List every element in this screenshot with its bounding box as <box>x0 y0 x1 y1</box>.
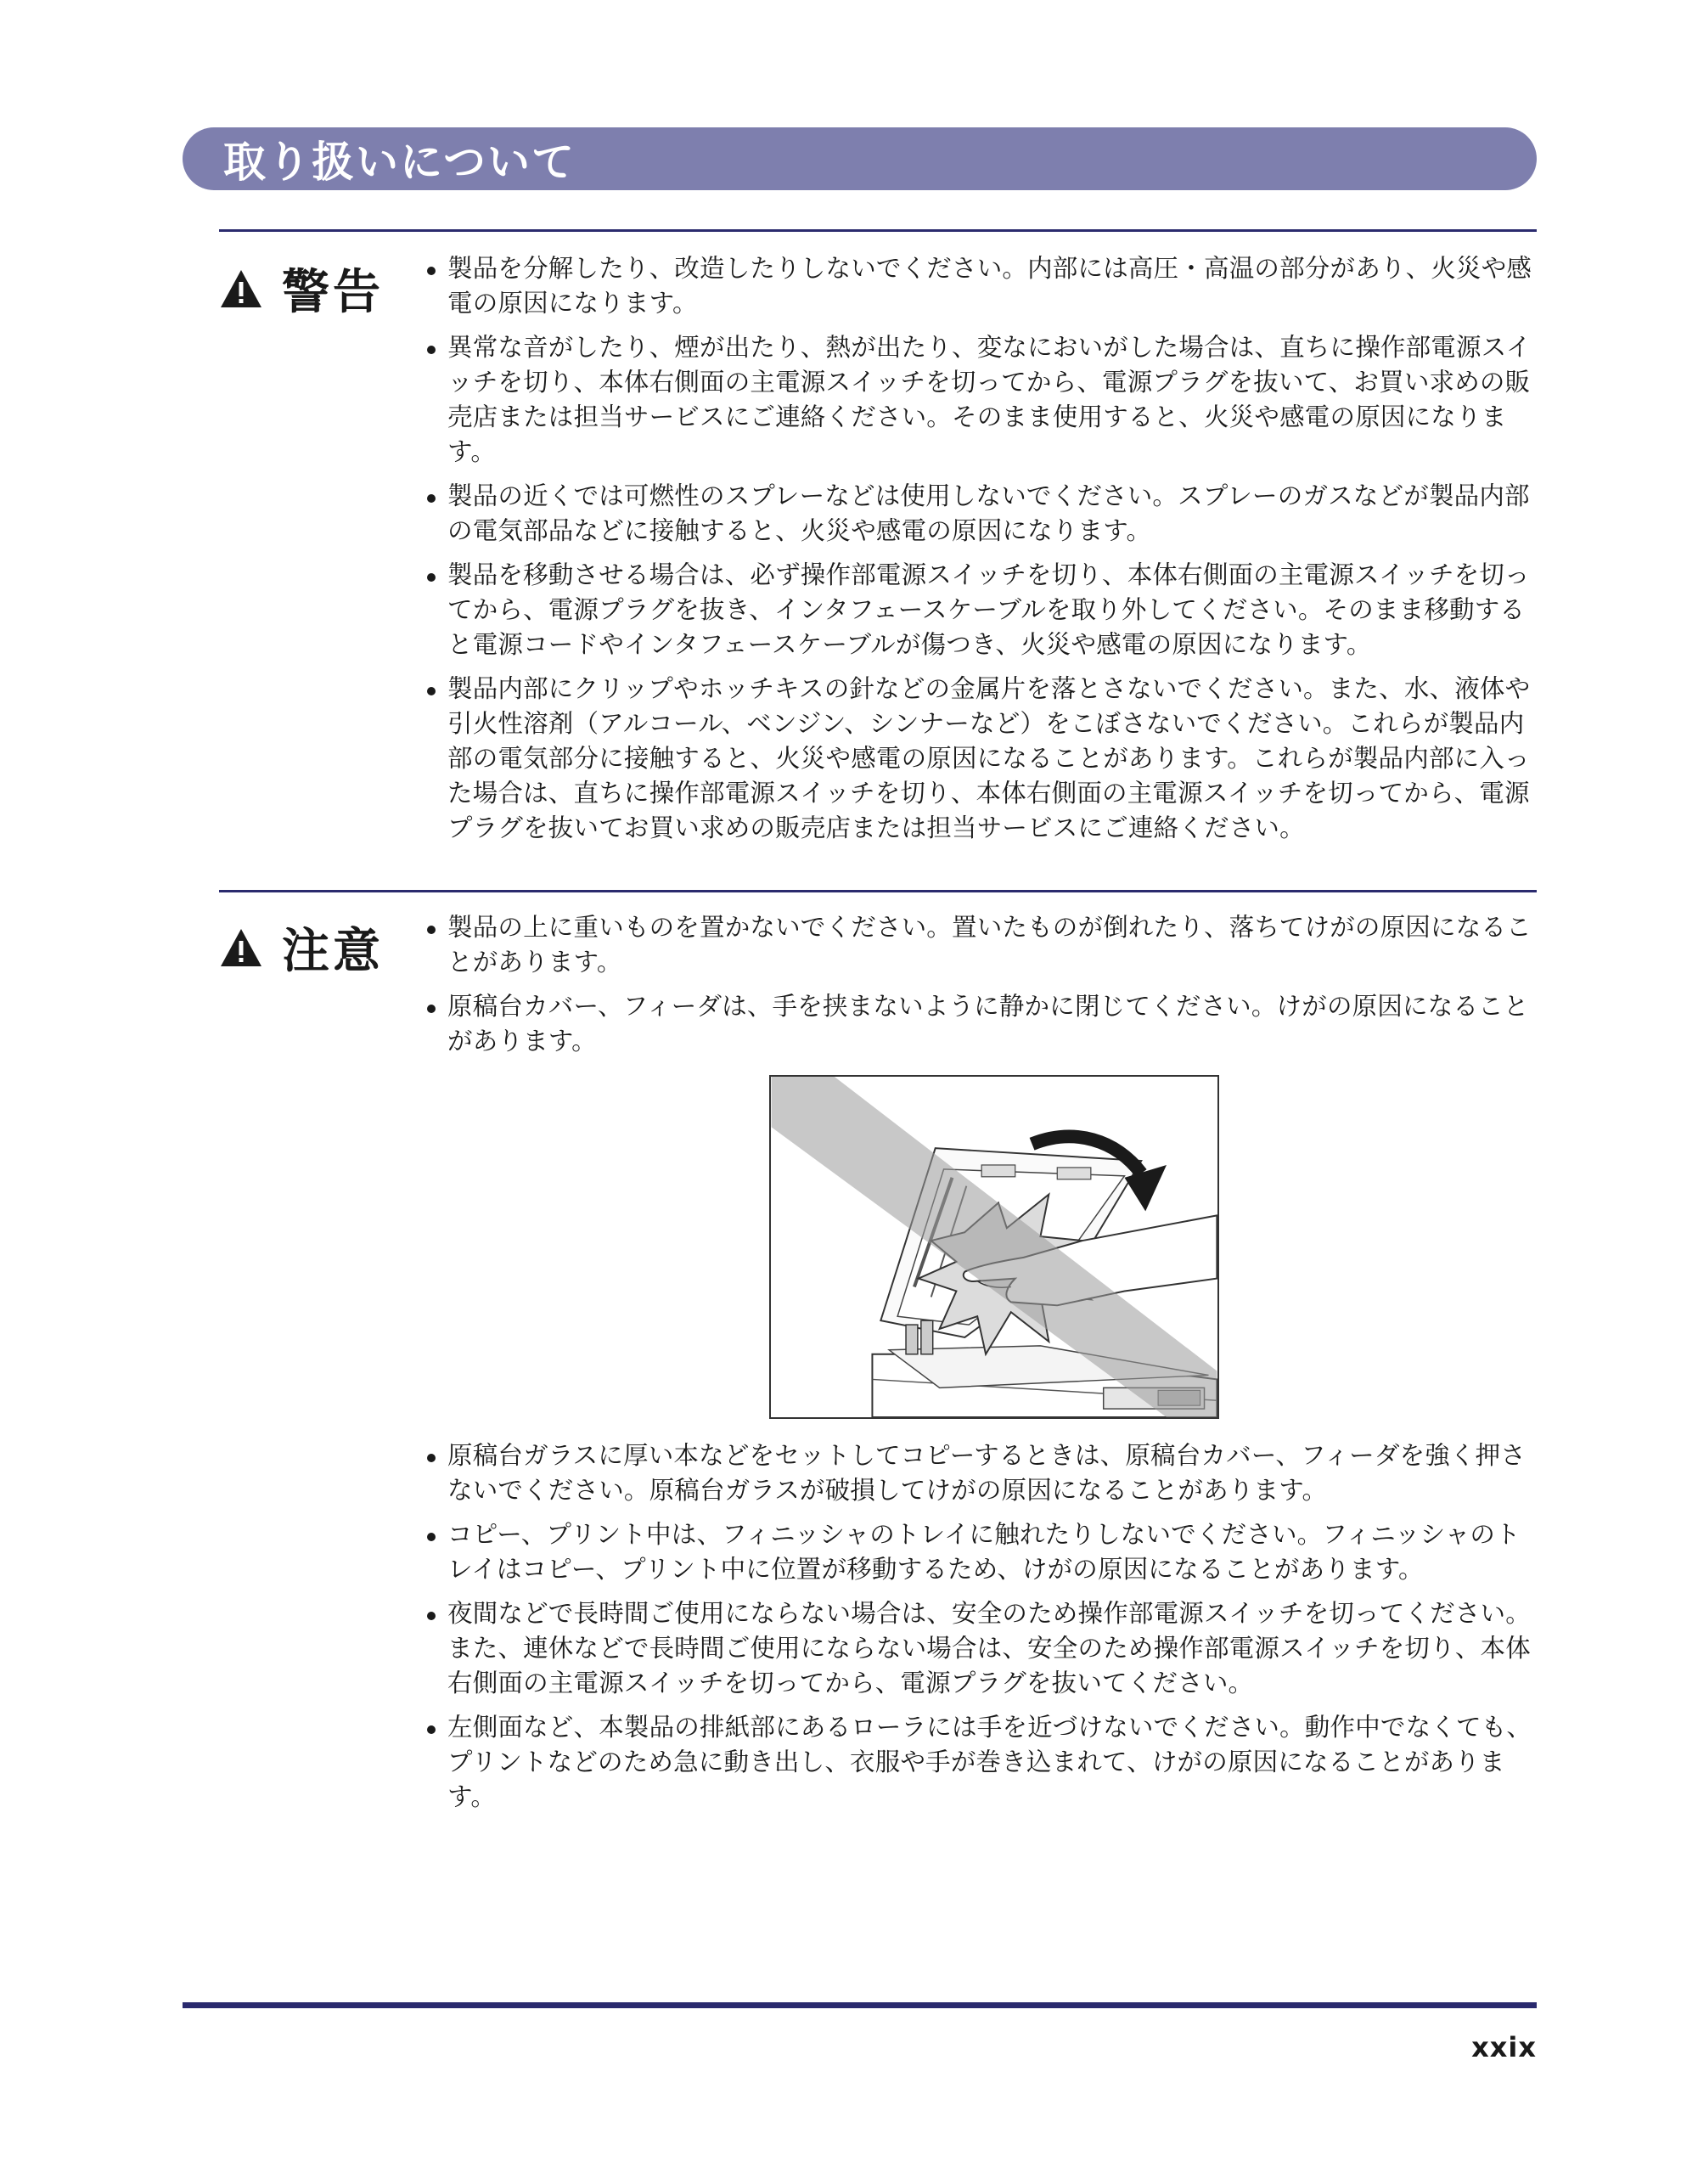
footer-rule <box>183 2002 1537 2008</box>
caution-list-bottom <box>427 1438 1539 1824</box>
warning-item: 異常な音がしたり、煙が出たり、熱が出たり、変なにおいがした場合は、直ちに操作部電源スイッチを切り、本体右側面の主電源スイッチを切ってから、電源プラグを抜いて、お買い求めの販売店または担当サービスにご連絡ください。そのまま使用すると、火災や感電の原因になります。 <box>427 330 1539 470</box>
page-number: xxix <box>1471 2031 1537 2063</box>
page-title: 取り扱いについて <box>223 138 576 187</box>
warning-label: 警告 <box>282 265 384 320</box>
warning-item: 製品内部にクリップやホッチキスの針などの金属片を落とさないでください。また、水、液体や引火性溶剤（アルコール、ベンジン、シンナーなど）をこぼさないでください。これらが製品内部の電気部分に接触すると、火災や感電の原因になることがあります。これらが製品内部に入った場合は、直ちに操作部電源スイッチを切り、本体右側面の主電源スイッチを切ってから、電源プラグを抜いてお買い求めの販売店または担当サービスにご連絡ください。 <box>427 672 1539 846</box>
caution-list-top <box>427 910 1539 1068</box>
warning-section-rule <box>219 229 1537 232</box>
warning-list <box>427 251 1539 855</box>
caution-label: 注意 <box>282 924 384 979</box>
warning-item: 製品の近くでは可燃性のスプレーなどは使用しないでください。スプレーのガスなどが製品内部の電気部品などに接触すると、火災や感電の原因になります。 <box>427 479 1539 549</box>
caution-item: 原稿台カバー、フィーダは、手を挟まないように静かに閉じてください。けがの原因になることがあります。 <box>427 989 1539 1059</box>
caution-item: 製品の上に重いものを置かないでください。置いたものが倒れたり、落ちてけがの原因になることがあります。 <box>427 910 1539 980</box>
caution-heading <box>219 914 384 982</box>
caution-item: コピー、プリント中は、フィニッシャのトレイに触れたりしないでください。フィニッシャのトレイはコピー、プリント中に位置が移動するため、けがの原因になることがあります。 <box>427 1517 1539 1587</box>
warning-item: 製品を分解したり、改造したりしないでください。内部には高圧・高温の部分があり、火災や感電の原因になります。 <box>427 251 1539 321</box>
caution-item: 原稿台ガラスに厚い本などをセットしてコピーするときは、原稿台カバー、フィーダを強く押さないでください。原稿台ガラスが破損してけがの原因になることがあります。 <box>427 1438 1539 1508</box>
warning-item: 製品を移動させる場合は、必ず操作部電源スイッチを切り、本体右側面の主電源スイッチを切ってから、電源プラグを抜き、インタフェースケーブルを取り外してください。そのまま移動すると電源コードやインタフェースケーブルが傷つき、火災や感電の原因になります。 <box>427 558 1539 662</box>
warning-triangle-icon <box>219 927 263 968</box>
caution-item: 夜間などで長時間ご使用にならない場合は、安全のため操作部電源スイッチを切ってください。また、連休などで長時間ご使用にならない場合は、安全のため操作部電源スイッチを切り、本体右側面の主電源スイッチを切ってから、電源プラグを抜いてください。 <box>427 1596 1539 1701</box>
warning-triangle-icon <box>219 268 263 309</box>
feeder-illustration-drawing <box>771 1077 1217 1417</box>
hand-pinched-by-feeder-illustration <box>769 1075 1219 1419</box>
title-banner <box>183 127 1537 190</box>
warning-heading <box>219 255 384 323</box>
caution-section-rule <box>219 890 1537 892</box>
caution-item: 左側面など、本製品の排紙部にあるローラには手を近づけないでください。動作中でなくても、プリントなどのため急に動き出し、衣服や手が巻き込まれて、けがの原因になることがあります。 <box>427 1710 1539 1815</box>
